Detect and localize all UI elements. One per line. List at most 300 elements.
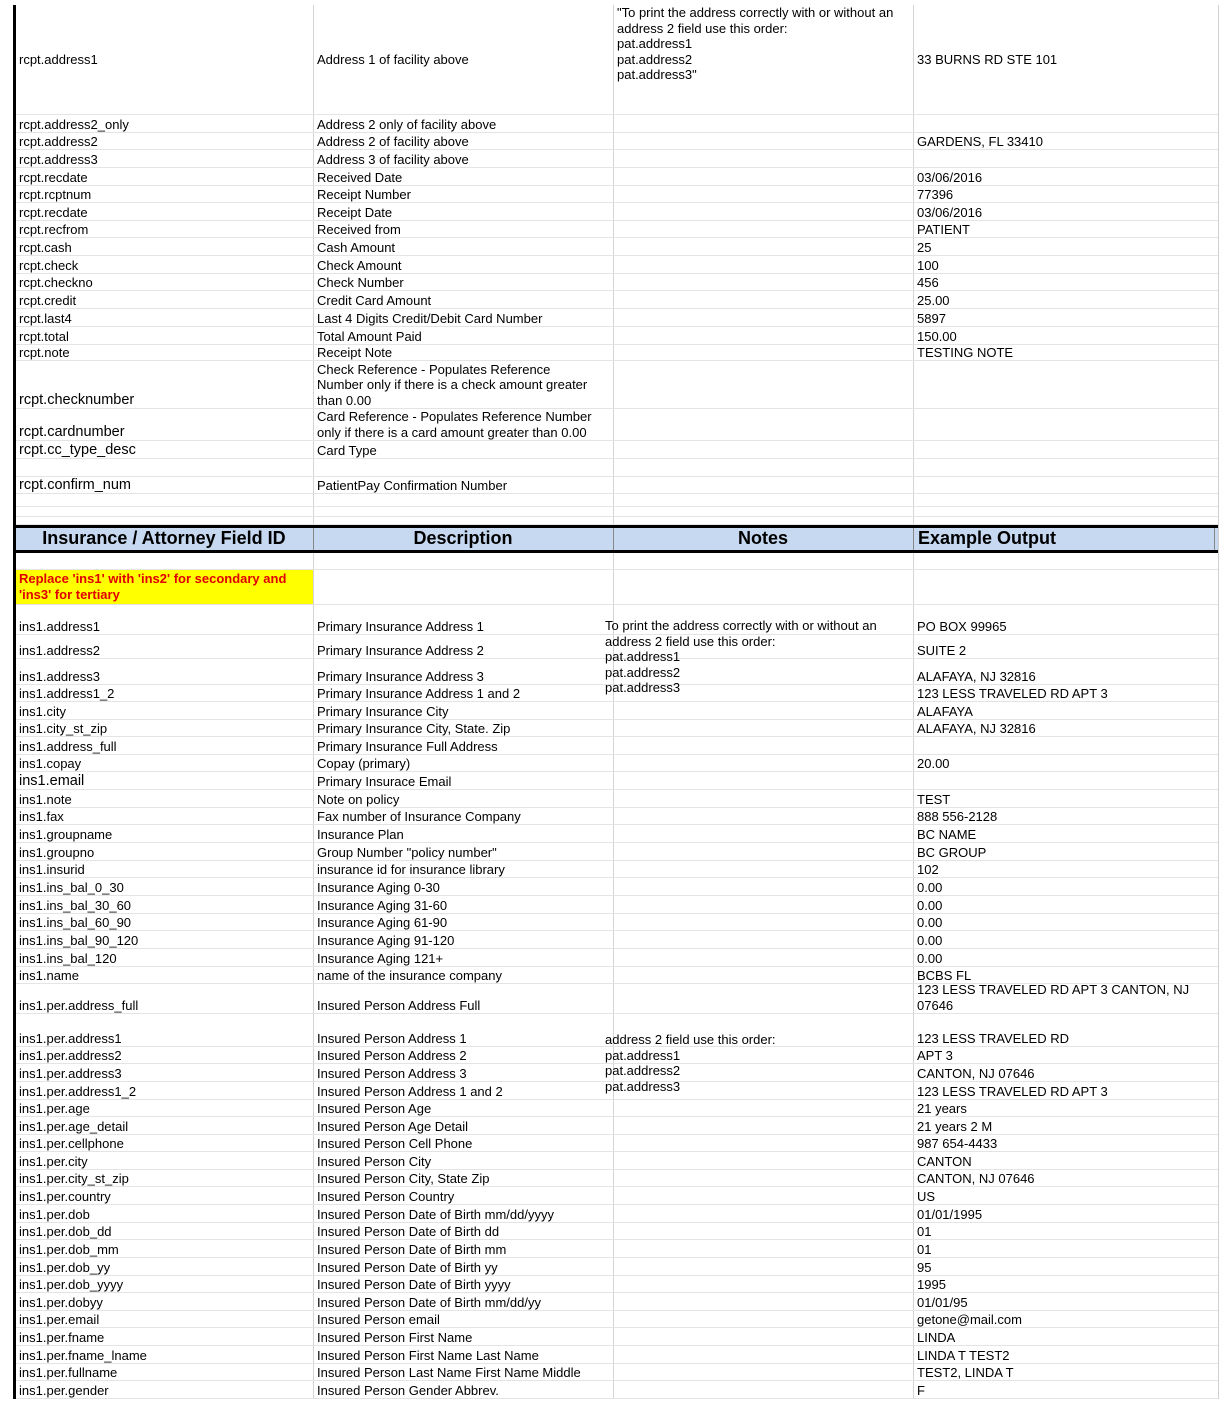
field-id-cell[interactable]: ins1.email bbox=[16, 772, 314, 789]
insurance-row bbox=[16, 984, 1218, 1014]
example-output-cell[interactable]: APT 3 bbox=[917, 1047, 953, 1063]
notes-cell[interactable] bbox=[614, 1276, 914, 1292]
example-output-cell[interactable]: TEST2, LINDA T bbox=[917, 1364, 1014, 1380]
field-id-cell[interactable]: ins1.address_full bbox=[16, 737, 314, 754]
field-id-cell[interactable]: ins1.address3 bbox=[16, 659, 314, 684]
description-cell[interactable]: Insured Person Address 2 bbox=[314, 1047, 614, 1063]
description-cell[interactable]: Card Type bbox=[314, 441, 614, 458]
example-output-cell[interactable]: LINDA bbox=[917, 1329, 956, 1345]
field-id-cell[interactable]: ins1.note bbox=[16, 790, 314, 807]
description-cell[interactable]: Primary Insurance City, State. Zip bbox=[314, 720, 614, 736]
insurance-row bbox=[16, 1100, 1218, 1117]
insured-person-address-note: address 2 field use this order: pat.address1 pat.address2 pat.address3 bbox=[605, 1032, 776, 1094]
notes-cell[interactable] bbox=[614, 133, 914, 149]
example-output-cell[interactable] bbox=[914, 150, 1215, 167]
example-output-cell[interactable]: CANTON, NJ 07646 bbox=[917, 1170, 1035, 1186]
field-id-cell[interactable]: ins1.per.fname bbox=[16, 1328, 314, 1345]
field-id-cell[interactable]: ins1.per.email bbox=[16, 1311, 314, 1327]
notes-cell[interactable] bbox=[614, 459, 914, 476]
description-cell[interactable]: Insured Person Age Detail bbox=[314, 1117, 614, 1134]
insurance-row bbox=[16, 825, 1218, 843]
field-id-cell[interactable]: ins1.groupno bbox=[16, 843, 314, 860]
insurance-row bbox=[16, 843, 1218, 861]
insurance-row bbox=[16, 808, 1218, 825]
insurance-row bbox=[16, 1135, 1218, 1152]
example-output-cell[interactable]: 01 bbox=[917, 1223, 932, 1239]
header-example-output[interactable]: Example Output bbox=[914, 528, 1215, 550]
description-cell[interactable]: Insured Person Address 1 bbox=[314, 1014, 614, 1046]
example-output-cell[interactable]: 95 bbox=[917, 1259, 932, 1275]
notes-cell[interactable] bbox=[614, 115, 914, 132]
notes-cell[interactable] bbox=[614, 1328, 914, 1345]
insurance-row bbox=[16, 1381, 1218, 1399]
description-cell[interactable]: Primary Insurance City bbox=[314, 702, 614, 719]
example-output-cell[interactable]: 21 years bbox=[917, 1100, 967, 1116]
highlight-row bbox=[16, 570, 1218, 605]
description-cell[interactable]: Note on policy bbox=[314, 790, 614, 807]
example-output-cell[interactable]: 987 654-4433 bbox=[917, 1135, 998, 1151]
field-id-cell[interactable]: ins1.per.age bbox=[16, 1100, 314, 1116]
field-id-cell[interactable]: ins1.per.fname_lname bbox=[16, 1346, 314, 1363]
description-cell[interactable]: Insured Person Date of Birth mm/dd/yy bbox=[314, 1293, 614, 1310]
notes-cell[interactable] bbox=[614, 274, 914, 290]
description-cell[interactable]: Insured Person Age bbox=[314, 1100, 614, 1116]
notes-cell[interactable] bbox=[614, 1311, 914, 1327]
notes-cell[interactable] bbox=[614, 605, 914, 634]
notes-cell[interactable] bbox=[614, 1223, 914, 1239]
notes-cell[interactable]: "To print the address correctly with or without an address 2 field use this order: pat.address1 pat.address2 pat.address3" bbox=[614, 5, 914, 114]
description-cell[interactable]: Insured Person Address 1 and 2 bbox=[314, 1082, 614, 1099]
example-output-cell[interactable]: 0.00 bbox=[917, 897, 943, 913]
example-output-cell[interactable]: 123 LESS TRAVELED RD APT 3 bbox=[917, 685, 1108, 701]
column-header-row bbox=[16, 525, 1218, 553]
field-id-cell[interactable]: ins1.per.dob bbox=[16, 1205, 314, 1222]
description-cell[interactable]: Insured Person email bbox=[314, 1311, 614, 1327]
example-output-cell[interactable]: 0.00 bbox=[917, 879, 943, 895]
example-output-cell[interactable] bbox=[914, 441, 1215, 458]
description-cell[interactable]: Insurance Plan bbox=[314, 825, 614, 842]
field-id-cell[interactable]: rcpt.checknumber bbox=[16, 361, 314, 408]
example-output-cell[interactable] bbox=[914, 459, 1215, 476]
description-cell[interactable]: Insured Person Gender Abbrev. bbox=[314, 1381, 614, 1398]
field-id-cell[interactable]: rcpt.recdate bbox=[16, 203, 314, 220]
description-cell[interactable]: Insurance Aging 31-60 bbox=[314, 896, 614, 913]
replace-ins-note[interactable]: Replace 'ins1' with 'ins2' for secondary and 'ins3' for tertiary bbox=[16, 570, 314, 604]
description-cell[interactable]: Insured Person City bbox=[314, 1152, 614, 1169]
receipt-row bbox=[16, 345, 1218, 361]
example-output-cell[interactable]: 123 LESS TRAVELED RD APT 3 CANTON, NJ 07646 bbox=[917, 984, 1190, 1013]
example-output-cell[interactable] bbox=[914, 361, 1215, 408]
field-id-cell[interactable]: ins1.insurid bbox=[16, 861, 314, 877]
header-notes[interactable]: Notes bbox=[614, 528, 914, 550]
example-output-cell[interactable]: 123 LESS TRAVELED RD bbox=[917, 1030, 1069, 1046]
field-id-cell[interactable]: rcpt.address2 bbox=[16, 133, 314, 149]
example-output-cell[interactable]: 03/06/2016 bbox=[917, 169, 983, 185]
field-id-cell[interactable]: ins1.per.dob_yy bbox=[16, 1258, 314, 1275]
notes-cell[interactable] bbox=[614, 685, 914, 701]
field-id-cell[interactable]: ins1.per.fullname bbox=[16, 1364, 314, 1380]
field-id-cell[interactable]: ins1.city_st_zip bbox=[16, 720, 314, 736]
insurance-row bbox=[16, 755, 1218, 772]
notes-cell[interactable] bbox=[614, 755, 914, 771]
notes-cell[interactable] bbox=[614, 309, 914, 326]
example-output-cell[interactable]: 25 bbox=[917, 239, 932, 255]
notes-cell[interactable] bbox=[614, 825, 914, 842]
field-id-cell[interactable]: rcpt.cardnumber bbox=[16, 409, 314, 440]
notes-cell[interactable] bbox=[614, 861, 914, 877]
field-id-cell[interactable]: rcpt.address2_only bbox=[16, 115, 314, 132]
field-id-cell[interactable]: rcpt.confirm_num bbox=[16, 477, 314, 493]
example-output-cell[interactable] bbox=[914, 477, 1215, 493]
field-id-cell[interactable]: rcpt.last4 bbox=[16, 309, 314, 326]
field-id-cell[interactable]: ins1.per.address1_2 bbox=[16, 1082, 314, 1099]
field-id-cell[interactable] bbox=[16, 459, 314, 476]
receipt-row bbox=[16, 203, 1218, 221]
description-cell[interactable]: Cash Amount bbox=[314, 238, 614, 255]
receipt-row bbox=[16, 409, 1218, 441]
example-output-cell[interactable]: PO BOX 99965 bbox=[917, 618, 1007, 634]
description-cell[interactable]: Fax number of Insurance Company bbox=[314, 808, 614, 824]
field-id-cell[interactable]: ins1.per.dob_yyyy bbox=[16, 1276, 314, 1292]
description-cell[interactable]: insurance id for insurance library bbox=[314, 861, 614, 877]
field-id-cell[interactable]: rcpt.rcptnum bbox=[16, 186, 314, 202]
insurance-row bbox=[16, 1328, 1218, 1346]
receipt-row bbox=[16, 459, 1218, 477]
notes-cell[interactable] bbox=[614, 1152, 914, 1169]
description-cell[interactable]: Insured Person Address 3 bbox=[314, 1064, 614, 1081]
field-id-cell[interactable]: ins1.per.gender bbox=[16, 1381, 314, 1398]
insurance-row bbox=[16, 1047, 1218, 1064]
description-cell[interactable]: Receipt Date bbox=[314, 203, 614, 220]
example-output-cell[interactable]: 888 556-2128 bbox=[917, 808, 998, 824]
example-output-cell[interactable]: 456 bbox=[917, 274, 939, 290]
notes-cell[interactable] bbox=[614, 1100, 914, 1116]
field-id-cell[interactable]: ins1.per.address1 bbox=[16, 1014, 314, 1046]
insurance-row bbox=[16, 1152, 1218, 1170]
field-id-cell[interactable]: ins1.per.country bbox=[16, 1187, 314, 1204]
insurance-row bbox=[16, 1364, 1218, 1381]
notes-cell[interactable] bbox=[614, 477, 914, 493]
example-output-cell[interactable]: TESTING NOTE bbox=[917, 345, 1014, 360]
description-cell[interactable]: Credit Card Amount bbox=[314, 291, 614, 308]
field-id-cell[interactable]: ins1.per.dob_dd bbox=[16, 1223, 314, 1239]
insurance-address-note: To print the address correctly with or without an address 2 field use this order: pat.address1 pat.address2 pat.address3 bbox=[605, 618, 877, 695]
example-output-cell[interactable]: TEST bbox=[917, 791, 951, 807]
field-id-cell[interactable]: ins1.per.dob_mm bbox=[16, 1240, 314, 1257]
example-output-cell[interactable]: ALAFAYA bbox=[917, 703, 973, 719]
notes-cell[interactable] bbox=[614, 1117, 914, 1134]
field-id-cell[interactable]: ins1.per.dobyy bbox=[16, 1293, 314, 1310]
description-cell[interactable]: Insured Person Date of Birth yyyy bbox=[314, 1276, 614, 1292]
notes-cell[interactable] bbox=[614, 635, 914, 658]
example-output-cell[interactable]: LINDA T TEST2 bbox=[917, 1347, 1010, 1363]
example-output-cell[interactable] bbox=[914, 772, 1215, 789]
example-output-cell[interactable]: GARDENS, FL 33410 bbox=[917, 133, 1043, 149]
description-cell[interactable]: Insured Person Date of Birth dd bbox=[314, 1223, 614, 1239]
description-cell[interactable]: Insured Person Date of Birth mm/dd/yyyy bbox=[314, 1205, 614, 1222]
field-id-cell[interactable]: ins1.groupname bbox=[16, 825, 314, 842]
example-output-cell[interactable]: 0.00 bbox=[917, 950, 943, 966]
notes-cell[interactable] bbox=[614, 984, 914, 1013]
insurance-row bbox=[16, 720, 1218, 737]
notes-cell[interactable] bbox=[614, 896, 914, 913]
receipt-row bbox=[16, 168, 1218, 186]
description-cell[interactable]: Insured Person Last Name First Name Middle bbox=[314, 1364, 614, 1380]
notes-cell[interactable] bbox=[614, 914, 914, 930]
example-output-cell[interactable]: CANTON, NJ 07646 bbox=[917, 1065, 1035, 1081]
field-id-cell[interactable]: ins1.fax bbox=[16, 808, 314, 824]
description-cell[interactable]: Receipt Number bbox=[314, 186, 614, 202]
field-id-cell[interactable]: ins1.ins_bal_90_120 bbox=[16, 931, 314, 948]
spacer-row bbox=[16, 517, 1218, 525]
receipt-row bbox=[16, 150, 1218, 168]
example-output-cell[interactable]: 03/06/2016 bbox=[917, 204, 983, 220]
description-cell[interactable]: Check Number bbox=[314, 274, 614, 290]
insurance-row bbox=[16, 1064, 1218, 1082]
field-id-cell[interactable]: rcpt.total bbox=[16, 327, 314, 344]
description-cell[interactable]: Check Amount bbox=[314, 256, 614, 273]
example-output-cell[interactable]: F bbox=[917, 1382, 925, 1398]
field-id-cell[interactable]: rcpt.recfrom bbox=[16, 221, 314, 237]
notes-cell[interactable] bbox=[614, 345, 914, 360]
example-output-cell[interactable]: 20.00 bbox=[917, 755, 950, 771]
example-output-cell[interactable]: BC NAME bbox=[917, 826, 977, 842]
field-id-cell[interactable]: ins1.ins_bal_60_90 bbox=[16, 914, 314, 930]
insurance-row bbox=[16, 878, 1218, 896]
description-cell[interactable]: Insurance Aging 91-120 bbox=[314, 931, 614, 948]
description-cell[interactable]: Last 4 Digits Credit/Debit Card Number bbox=[314, 309, 614, 326]
description-cell[interactable]: Address 2 of facility above bbox=[314, 133, 614, 149]
example-output-cell[interactable]: 123 LESS TRAVELED RD APT 3 bbox=[917, 1083, 1108, 1099]
description-cell[interactable]: Insured Person City, State Zip bbox=[314, 1170, 614, 1186]
notes-cell[interactable] bbox=[614, 843, 914, 860]
example-output-cell[interactable]: 01/01/95 bbox=[917, 1294, 968, 1310]
notes-cell[interactable] bbox=[614, 931, 914, 948]
notes-cell[interactable] bbox=[614, 790, 914, 807]
description-cell[interactable]: Copay (primary) bbox=[314, 755, 614, 771]
description-cell[interactable]: Insured Person Date of Birth yy bbox=[314, 1258, 614, 1275]
field-id-cell[interactable]: rcpt.credit bbox=[16, 291, 314, 308]
notes-cell[interactable] bbox=[614, 1082, 914, 1099]
field-id-cell[interactable]: rcpt.check bbox=[16, 256, 314, 273]
notes-cell[interactable] bbox=[614, 1381, 914, 1398]
example-output-cell[interactable]: 150.00 bbox=[917, 328, 957, 344]
description-cell[interactable]: PatientPay Confirmation Number bbox=[314, 477, 614, 493]
insurance-row bbox=[16, 914, 1218, 931]
example-output-cell[interactable]: 21 years 2 M bbox=[917, 1118, 993, 1134]
notes-cell[interactable] bbox=[614, 808, 914, 824]
description-cell[interactable]: Address 2 only of facility above bbox=[314, 115, 614, 132]
example-output-cell[interactable] bbox=[914, 737, 1215, 754]
description-cell[interactable] bbox=[314, 459, 614, 476]
field-id-cell[interactable]: ins1.per.address_full bbox=[16, 984, 314, 1013]
description-cell[interactable]: Insured Person Country bbox=[314, 1187, 614, 1204]
insurance-row bbox=[16, 1082, 1218, 1100]
notes-cell[interactable] bbox=[614, 150, 914, 167]
notes-cell[interactable] bbox=[614, 168, 914, 185]
notes-cell[interactable] bbox=[614, 737, 914, 754]
description-cell[interactable]: Receipt Note bbox=[314, 345, 614, 360]
notes-cell[interactable] bbox=[614, 1014, 914, 1046]
field-id-cell[interactable]: rcpt.note bbox=[16, 345, 314, 360]
insurance-row bbox=[16, 1117, 1218, 1135]
example-output-cell[interactable]: ALAFAYA, NJ 32816 bbox=[917, 668, 1036, 684]
insurance-row bbox=[16, 967, 1218, 984]
header-description[interactable]: Description bbox=[314, 528, 614, 550]
receipt-row bbox=[16, 361, 1218, 409]
description-cell[interactable]: Primary Insurance Address 1 bbox=[314, 605, 614, 634]
notes-cell[interactable] bbox=[614, 186, 914, 202]
description-cell[interactable]: Received Date bbox=[314, 168, 614, 185]
notes-cell[interactable] bbox=[614, 1346, 914, 1363]
description-cell[interactable]: Received from bbox=[314, 221, 614, 237]
field-id-cell[interactable]: ins1.per.address2 bbox=[16, 1047, 314, 1063]
description-cell[interactable]: Insured Person Address Full bbox=[314, 984, 614, 1013]
description-cell[interactable]: Insurance Aging 61-90 bbox=[314, 914, 614, 930]
notes-cell[interactable] bbox=[614, 221, 914, 237]
notes-cell[interactable] bbox=[614, 1064, 914, 1081]
insurance-row bbox=[16, 896, 1218, 914]
field-id-cell[interactable]: rcpt.address3 bbox=[16, 150, 314, 167]
notes-cell[interactable] bbox=[614, 1293, 914, 1310]
notes-cell[interactable] bbox=[614, 878, 914, 895]
field-id-cell[interactable]: ins1.per.age_detail bbox=[16, 1117, 314, 1134]
description-cell[interactable]: Insurance Aging 0-30 bbox=[314, 878, 614, 895]
receipt-row bbox=[16, 186, 1218, 203]
example-output-cell[interactable]: BC GROUP bbox=[917, 844, 987, 860]
notes-cell[interactable] bbox=[614, 949, 914, 966]
example-output-cell[interactable]: 01 bbox=[917, 1241, 932, 1257]
notes-cell[interactable] bbox=[614, 1240, 914, 1257]
receipt-row bbox=[16, 5, 1218, 115]
field-id-cell[interactable]: ins1.per.city_st_zip bbox=[16, 1170, 314, 1186]
spacer-row bbox=[16, 494, 1218, 507]
field-id-cell[interactable]: ins1.per.address3 bbox=[16, 1064, 314, 1081]
notes-cell[interactable] bbox=[614, 409, 914, 440]
field-id-cell[interactable]: ins1.per.city bbox=[16, 1152, 314, 1169]
example-output-cell[interactable] bbox=[914, 115, 1215, 132]
example-output-cell[interactable]: 77396 bbox=[917, 186, 954, 202]
description-cell[interactable]: Primary Insurance Full Address bbox=[314, 737, 614, 754]
example-output-cell[interactable]: 25.00 bbox=[917, 292, 950, 308]
example-output-cell[interactable]: US bbox=[917, 1188, 936, 1204]
notes-cell[interactable] bbox=[614, 1047, 914, 1063]
notes-cell[interactable] bbox=[614, 772, 914, 789]
notes-cell[interactable] bbox=[614, 1258, 914, 1275]
example-output-cell[interactable]: 1995 bbox=[917, 1276, 946, 1292]
notes-cell[interactable] bbox=[614, 702, 914, 719]
example-output-cell[interactable] bbox=[914, 409, 1215, 440]
notes-cell[interactable] bbox=[614, 238, 914, 255]
example-output-cell[interactable]: 100 bbox=[917, 257, 939, 273]
field-id-cell[interactable]: ins1.copay bbox=[16, 755, 314, 771]
insurance-row bbox=[16, 1205, 1218, 1223]
field-id-cell[interactable]: rcpt.recdate bbox=[16, 168, 314, 185]
notes-cell[interactable] bbox=[614, 203, 914, 220]
description-cell[interactable]: Total Amount Paid bbox=[314, 327, 614, 344]
insurance-row bbox=[16, 635, 1218, 659]
example-output-cell[interactable]: getone@mail.com bbox=[917, 1311, 1022, 1327]
field-id-cell[interactable]: ins1.per.cellphone bbox=[16, 1135, 314, 1151]
notes-cell[interactable] bbox=[614, 1205, 914, 1222]
description-cell[interactable]: Insured Person Cell Phone bbox=[314, 1135, 614, 1151]
description-cell[interactable]: Primary Insurace Email bbox=[314, 772, 614, 789]
notes-cell[interactable] bbox=[614, 291, 914, 308]
notes-cell[interactable] bbox=[614, 1135, 914, 1151]
notes-cell[interactable] bbox=[614, 967, 914, 983]
description-cell[interactable]: name of the insurance company bbox=[314, 967, 614, 983]
notes-cell[interactable] bbox=[614, 361, 914, 408]
notes-cell[interactable] bbox=[614, 327, 914, 344]
receipt-row bbox=[16, 477, 1218, 494]
notes-cell[interactable] bbox=[614, 720, 914, 736]
description-cell[interactable]: Primary Insurance Address 3 bbox=[314, 659, 614, 684]
receipt-row bbox=[16, 291, 1218, 309]
example-output-cell[interactable]: 102 bbox=[917, 861, 939, 877]
notes-cell[interactable] bbox=[614, 1364, 914, 1380]
field-id-cell[interactable]: ins1.address1 bbox=[16, 605, 314, 634]
receipt-section bbox=[16, 5, 1218, 507]
description-cell[interactable]: Check Reference - Populates Reference Number only if there is a check amount greater than 0.00 bbox=[314, 361, 614, 408]
field-id-cell[interactable]: ins1.ins_bal_0_30 bbox=[16, 878, 314, 895]
example-output-cell[interactable]: ALAFAYA, NJ 32816 bbox=[917, 720, 1036, 736]
field-id-cell[interactable]: ins1.name bbox=[16, 967, 314, 983]
header-field-id[interactable]: Insurance / Attorney Field ID bbox=[16, 528, 314, 550]
example-output-cell[interactable]: SUITE 2 bbox=[917, 642, 967, 658]
description-cell[interactable]: Address 1 of facility above bbox=[314, 5, 614, 114]
receipt-row bbox=[16, 256, 1218, 274]
field-id-cell[interactable]: rcpt.cc_type_desc bbox=[16, 441, 314, 458]
notes-cell[interactable] bbox=[614, 1187, 914, 1204]
notes-cell[interactable] bbox=[614, 256, 914, 273]
notes-cell[interactable] bbox=[614, 441, 914, 458]
example-output-cell[interactable]: BCBS FL bbox=[917, 967, 972, 983]
example-output-cell[interactable]: 0.00 bbox=[917, 932, 943, 948]
insurance-row bbox=[16, 1187, 1218, 1205]
field-id-cell[interactable]: rcpt.cash bbox=[16, 238, 314, 255]
notes-cell[interactable] bbox=[614, 659, 914, 684]
insurance-row bbox=[16, 605, 1218, 635]
insurance-row bbox=[16, 1346, 1218, 1364]
notes-cell[interactable] bbox=[614, 1170, 914, 1186]
description-cell[interactable]: Group Number "policy number" bbox=[314, 843, 614, 860]
field-id-cell[interactable]: ins1.address2 bbox=[16, 635, 314, 658]
field-id-cell[interactable]: rcpt.address1 bbox=[16, 5, 314, 114]
description-cell[interactable]: Insured Person First Name bbox=[314, 1328, 614, 1345]
field-id-cell[interactable]: ins1.city bbox=[16, 702, 314, 719]
description-cell[interactable]: Insured Person First Name Last Name bbox=[314, 1346, 614, 1363]
example-output-cell[interactable]: CANTON bbox=[917, 1153, 972, 1169]
field-id-cell[interactable]: ins1.ins_bal_120 bbox=[16, 949, 314, 966]
description-cell[interactable]: Primary Insurance Address 1 and 2 bbox=[314, 685, 614, 701]
insurance-row bbox=[16, 861, 1218, 878]
example-output-cell[interactable]: 0.00 bbox=[917, 914, 943, 930]
description-cell[interactable]: Insurance Aging 121+ bbox=[314, 949, 614, 966]
insurance-row bbox=[16, 1223, 1218, 1240]
field-id-cell[interactable]: rcpt.checkno bbox=[16, 274, 314, 290]
description-cell[interactable]: Card Reference - Populates Reference Number only if there is a card amount greater than 0.00 bbox=[314, 409, 614, 440]
description-cell[interactable]: Primary Insurance Address 2 bbox=[314, 635, 614, 658]
description-cell[interactable]: Address 3 of facility above bbox=[314, 150, 614, 167]
example-output-cell[interactable]: 33 BURNS RD STE 101 bbox=[917, 51, 1058, 67]
example-output-cell[interactable]: 5897 bbox=[917, 310, 946, 326]
example-output-cell[interactable]: PATIENT bbox=[917, 221, 970, 237]
field-id-cell[interactable]: ins1.ins_bal_30_60 bbox=[16, 896, 314, 913]
example-output-cell[interactable]: 01/01/1995 bbox=[917, 1206, 983, 1222]
description-cell[interactable]: Insured Person Date of Birth mm bbox=[314, 1240, 614, 1257]
field-id-cell[interactable]: ins1.address1_2 bbox=[16, 685, 314, 701]
insurance-row bbox=[16, 685, 1218, 702]
